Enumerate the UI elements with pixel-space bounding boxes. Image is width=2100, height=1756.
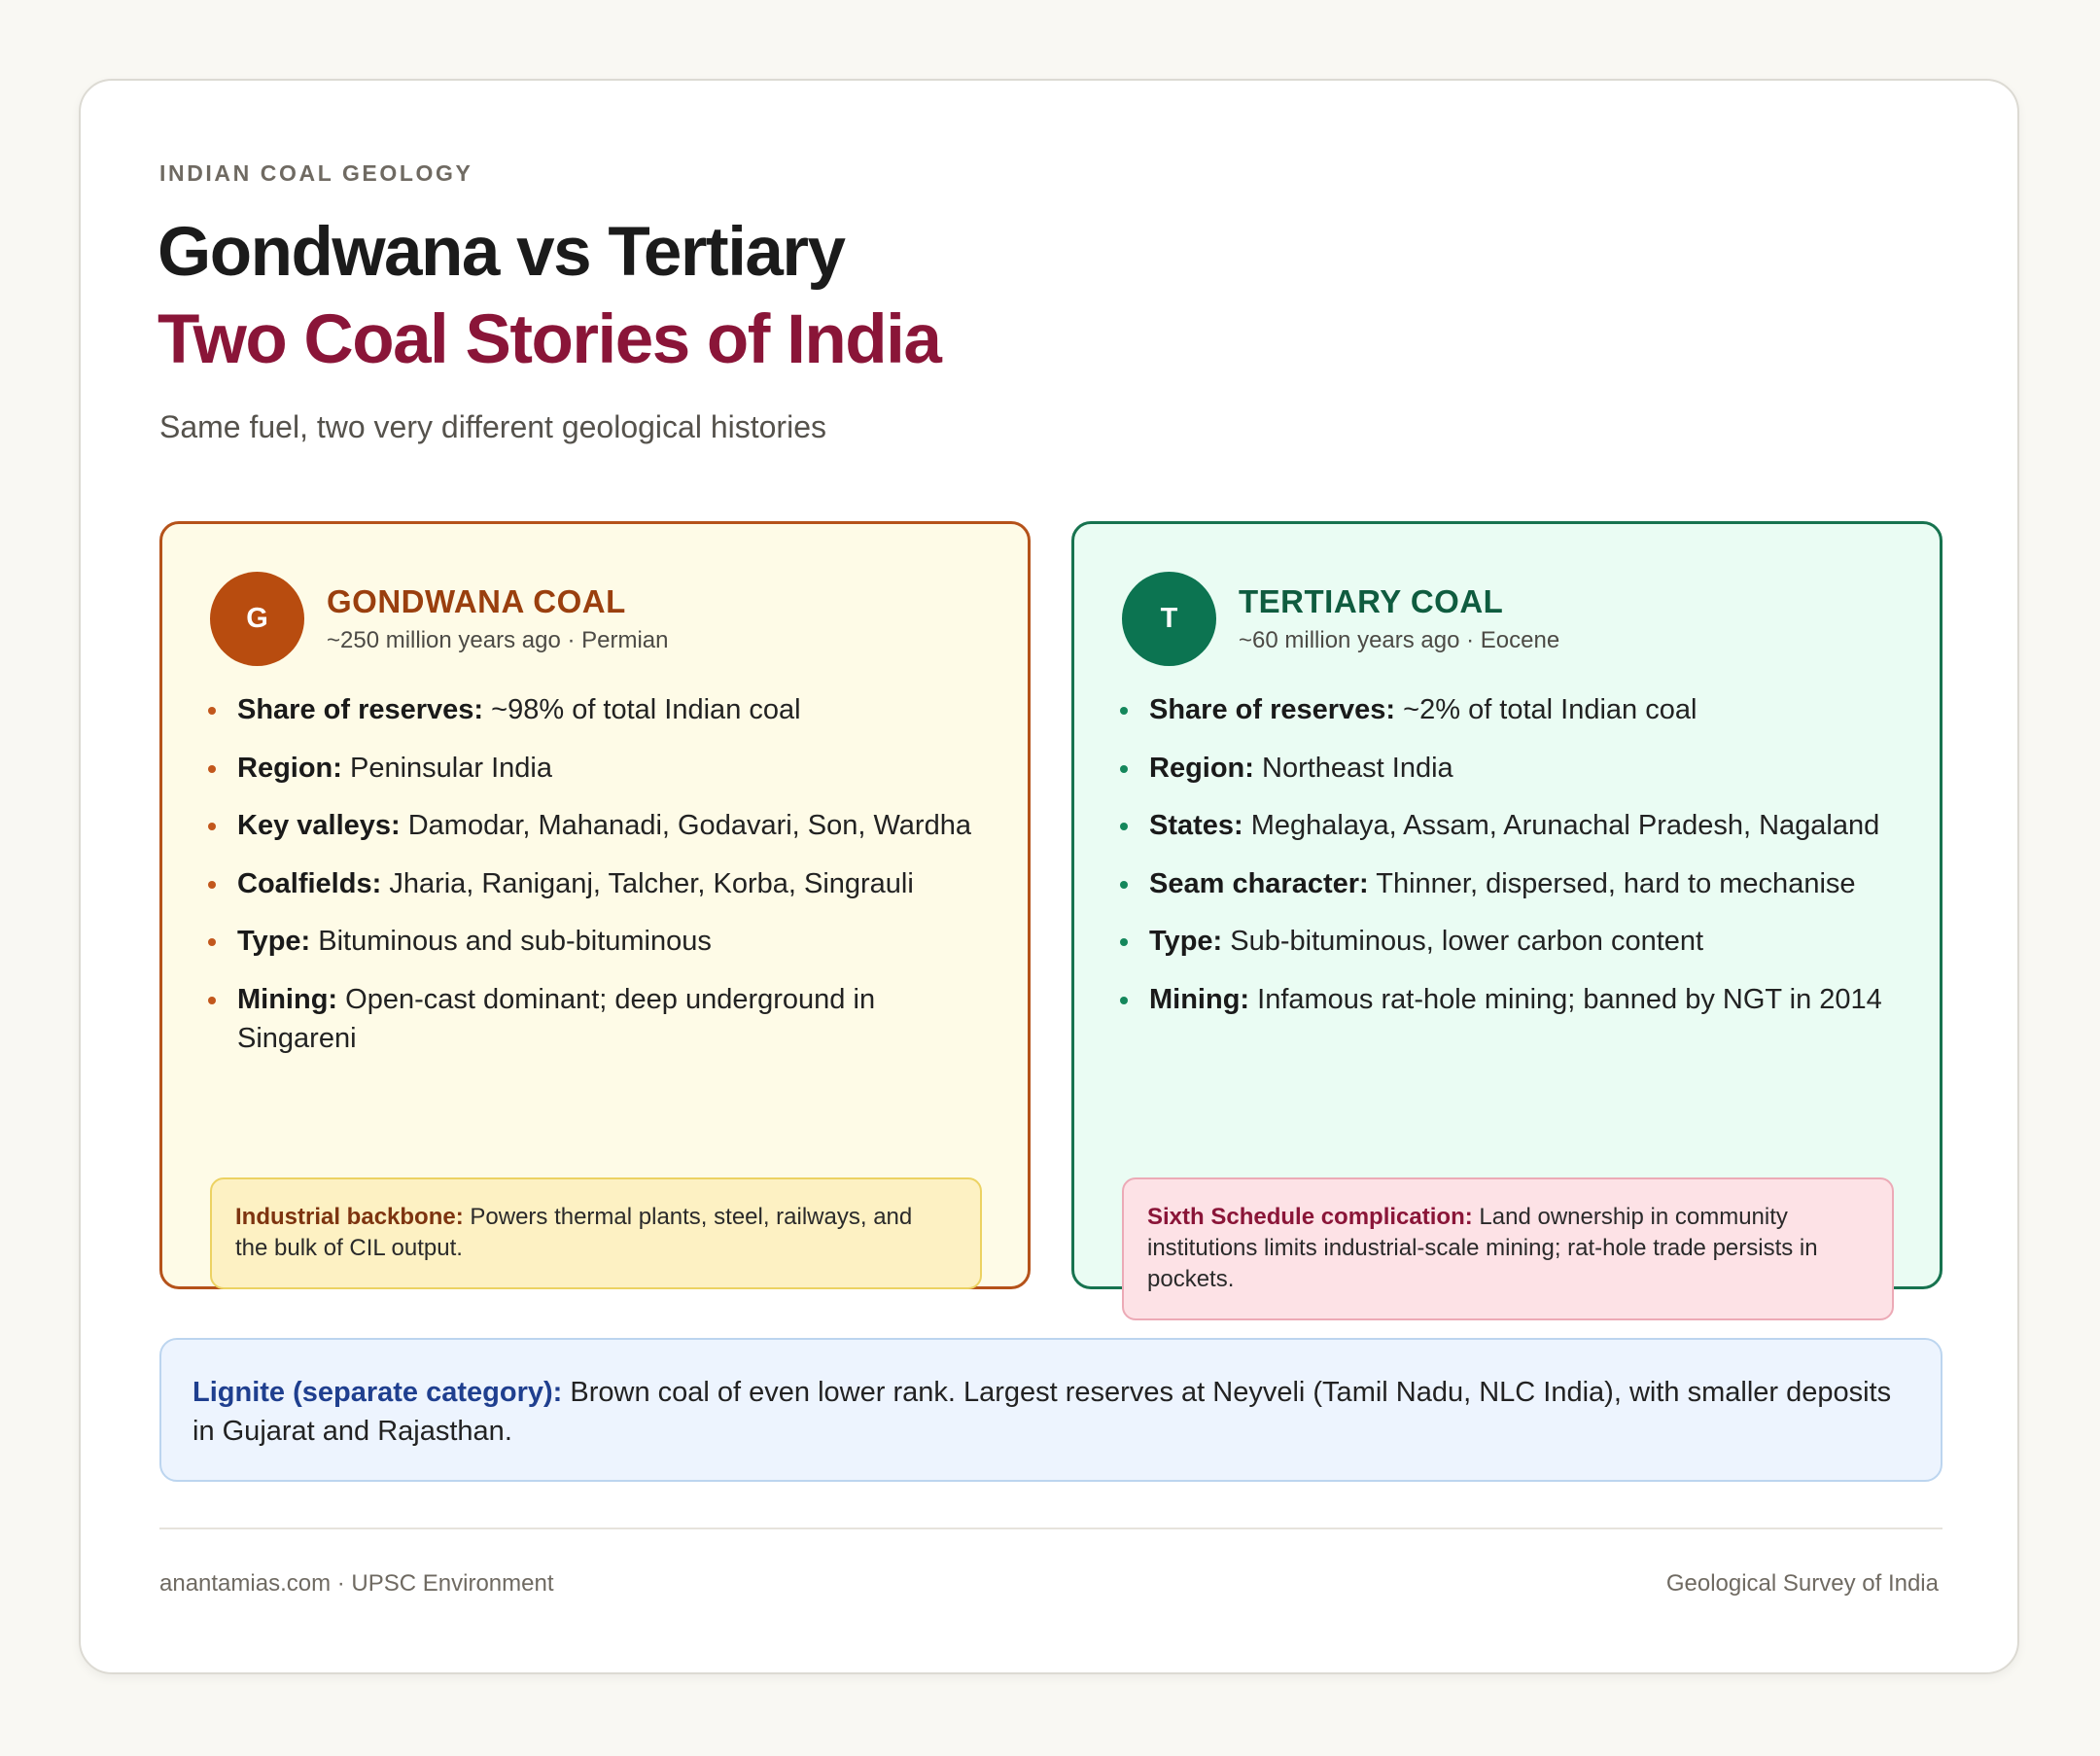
gondwana-fact-region [208, 749, 986, 788]
fact-label: Region: [1149, 752, 1254, 784]
fact-label: Mining: [237, 983, 338, 1015]
tertiary-era: ~60 million years ago · Eocene [1239, 627, 1560, 653]
gondwana-facts [208, 690, 986, 1076]
fact-label: Mining: [1149, 983, 1250, 1015]
tertiary-fact-type [1120, 922, 1898, 961]
gondwana-fact-reserves [208, 690, 986, 729]
callout-text: Land ownership in community institutions limits industrial-scale mining; rat-hole trade persists in pockets. [1147, 1204, 1818, 1292]
tertiary-fact-seam [1120, 864, 1898, 903]
fact-text: Bituminous and sub-bituminous [318, 926, 712, 957]
gondwana-fact-coalfields [208, 864, 986, 903]
fact-text: ~98% of total Indian coal [491, 694, 801, 725]
fact-text: Damodar, Mahanadi, Godavari, Son, Wardha [407, 810, 971, 841]
lignite-note [159, 1338, 1942, 1482]
callout-text: Powers thermal plants, steel, railways, and the bulk of CIL output. [235, 1204, 913, 1261]
fact-text: Jharia, Raniganj, Talcher, Korba, Singrauli [389, 867, 914, 899]
eyebrow-label: INDIAN COAL GEOLOGY [159, 160, 473, 186]
fact-text: Meghalaya, Assam, Arunachal Pradesh, Nagaland [1250, 810, 1880, 841]
gondwana-fact-valleys [208, 806, 986, 845]
tertiary-panel [1071, 521, 1942, 1292]
fact-label: Share of reserves: [1149, 694, 1396, 725]
footer-credit: Geological Survey of India [1665, 1570, 1939, 1597]
fact-label: Key valleys: [237, 810, 401, 841]
infographic-card [79, 79, 2019, 1674]
gondwana-era: ~250 million years ago · Permian [327, 627, 669, 653]
tertiary-badge: T [1122, 572, 1216, 666]
page-title-accent: Two Coal Stories of India [158, 301, 941, 378]
fact-label: Type: [1149, 926, 1223, 957]
page-title: Gondwana vs Tertiary [158, 214, 845, 291]
tertiary-title: TERTIARY COAL [1239, 583, 1504, 619]
fact-text: ~2% of total Indian coal [1403, 694, 1698, 725]
fact-label: Seam character: [1149, 867, 1369, 899]
gondwana-badge: G [210, 572, 304, 666]
lignite-text: Brown coal of even lower rank. Largest reserves at Neyveli (Tamil Nadu, NLC India), with smaller deposits in Gujarat and Rajasthan. [192, 1377, 1892, 1447]
gondwana-fact-mining [208, 980, 986, 1058]
fact-text: Infamous rat-hole mining; banned by NGT in 2014 [1257, 983, 1882, 1015]
footer-source-site: anantamias.com · UPSC Environment [159, 1570, 554, 1597]
tertiary-fact-region [1120, 749, 1898, 788]
fact-label: Coalfields: [237, 867, 382, 899]
callout-label: Industrial backbone: [235, 1204, 464, 1230]
fact-text: Thinner, dispersed, hard to mechanise [1376, 867, 1856, 899]
page-subtitle: Same fuel, two very different geological histories [159, 409, 826, 444]
tertiary-fact-reserves [1120, 690, 1898, 729]
tertiary-fact-mining [1120, 980, 1898, 1019]
tertiary-callout [1122, 1177, 1894, 1320]
fact-label: Share of reserves: [237, 694, 484, 725]
fact-text: Northeast India [1262, 752, 1453, 784]
lignite-label: Lignite (separate category): [192, 1377, 563, 1408]
fact-label: Type: [237, 926, 311, 957]
fact-label: Region: [237, 752, 342, 784]
fact-label: States: [1149, 810, 1243, 841]
gondwana-title: GONDWANA COAL [327, 583, 626, 619]
gondwana-fact-type [208, 922, 986, 961]
footer-divider [159, 1528, 1942, 1529]
gondwana-panel [159, 521, 1031, 1289]
fact-text: Open-cast dominant; deep underground in Singareni [237, 983, 876, 1054]
tertiary-fact-states [1120, 806, 1898, 845]
tertiary-facts [1120, 690, 1898, 1037]
fact-text: Sub-bituminous, lower carbon content [1230, 926, 1704, 957]
gondwana-callout [210, 1177, 982, 1289]
callout-label: Sixth Schedule complication: [1147, 1204, 1473, 1230]
fact-text: Peninsular India [350, 752, 552, 784]
